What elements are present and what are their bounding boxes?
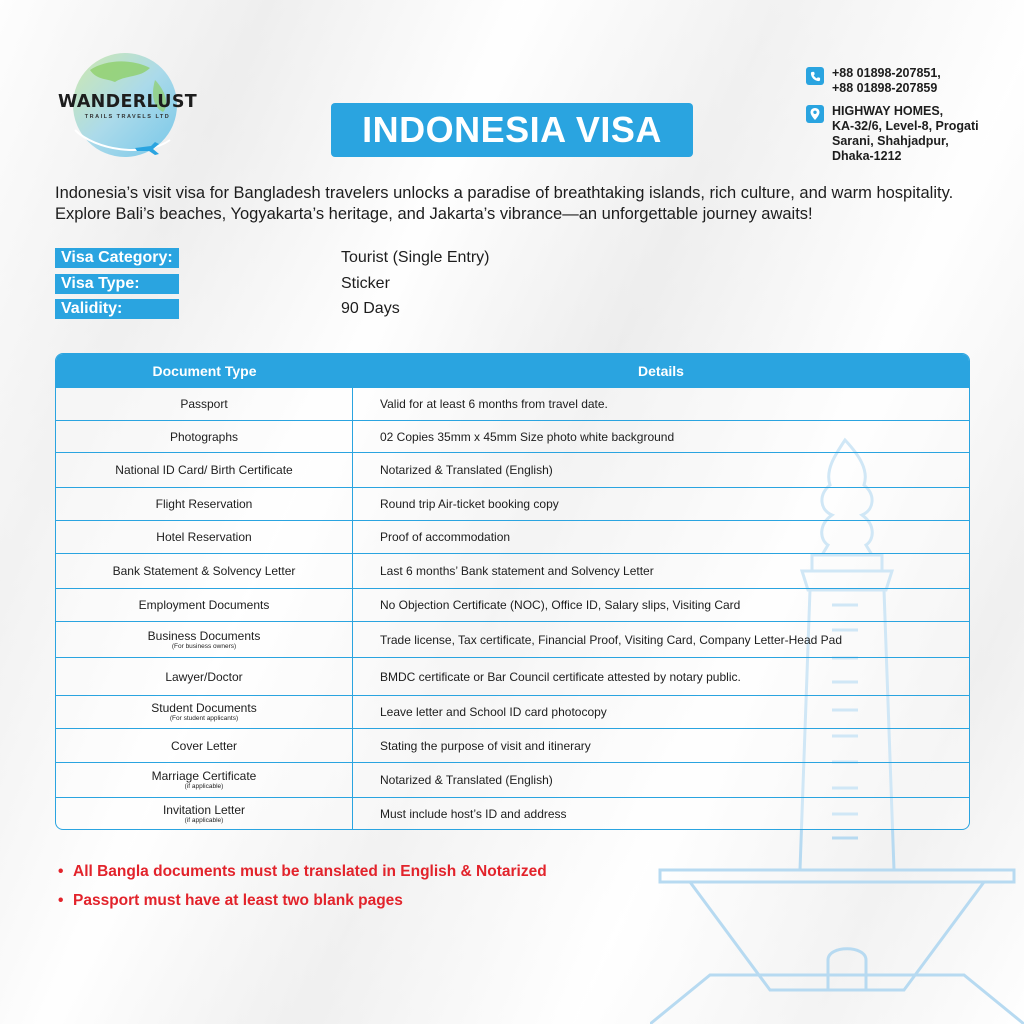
document-type-cell xyxy=(56,388,353,420)
document-type-text: Invitation Letter xyxy=(162,802,246,817)
note-item xyxy=(58,891,547,911)
details-cell: No Objection Certificate (NOC), Office ID, Salary slips, Visiting Card xyxy=(380,598,741,612)
note-text: Passport must have at least two blank pages xyxy=(73,892,403,909)
address-row xyxy=(806,104,1016,164)
phone-numbers xyxy=(832,66,941,96)
document-type-text: Business Documents xyxy=(147,628,261,643)
documents-table xyxy=(55,353,970,830)
document-type-text: National ID Card/ Birth Certificate xyxy=(115,463,293,477)
table-header xyxy=(56,354,969,387)
table-row xyxy=(56,588,969,621)
document-type-note: (if applicable) xyxy=(184,783,224,790)
table-row xyxy=(56,762,969,797)
document-type-text: Cover Letter xyxy=(170,738,238,753)
table-row xyxy=(56,452,969,487)
document-type-note: (For student applicants) xyxy=(169,715,239,722)
note-text: All Bangla documents must be translated in English & Notarized xyxy=(73,863,547,880)
validity-row xyxy=(55,299,655,319)
table-row xyxy=(56,520,969,553)
contact-block xyxy=(806,66,1016,172)
details-cell: 02 Copies 35mm x 45mm Size photo white background xyxy=(380,429,675,444)
phone-number-2: +88 01898-207859 xyxy=(832,81,938,95)
location-pin-icon xyxy=(806,105,824,123)
details-cell: Round trip Air-ticket booking copy xyxy=(380,497,559,511)
visa-category-row xyxy=(55,248,655,268)
details-cell: Trade license, Tax certificate, Financial Proof, Visiting Card, Company Letter-Head Pad xyxy=(380,632,842,647)
visa-type-value: Sticker xyxy=(341,275,390,292)
document-type-note: (if applicable) xyxy=(184,816,224,824)
details-cell: Valid for at least 6 months from travel date. xyxy=(380,397,608,411)
document-type-cell xyxy=(56,658,353,695)
address-line-4: Dhaka-1212 xyxy=(832,149,902,163)
visa-category-value: Tourist (Single Entry) xyxy=(341,249,490,266)
table-row xyxy=(56,621,969,657)
phone-icon xyxy=(806,67,824,85)
document-type-text: Student Documents xyxy=(151,701,257,715)
table-row xyxy=(56,728,969,762)
document-type-cell xyxy=(56,421,353,452)
table-row xyxy=(56,487,969,520)
document-type-cell xyxy=(56,696,353,728)
details-cell: Notarized & Translated (English) xyxy=(380,773,553,787)
header-details: Details xyxy=(638,362,684,379)
company-logo xyxy=(55,50,200,165)
document-type-cell xyxy=(56,521,353,553)
document-type-note: (For business owners) xyxy=(171,642,237,650)
table-row xyxy=(56,657,969,695)
document-type-cell xyxy=(56,453,353,487)
header-document-type: Document Type xyxy=(152,362,257,379)
phone-number-1: +88 01898-207851, xyxy=(832,66,941,80)
address-line-2: KA-32/6, Level-8, Progati xyxy=(832,119,979,133)
note-item xyxy=(58,862,547,882)
validity-label: Validity: xyxy=(55,299,179,319)
logo-wordmark: WANDERLUST xyxy=(58,92,197,112)
visa-type-row xyxy=(55,274,655,294)
document-type-cell xyxy=(56,729,353,762)
visa-type-label: Visa Type: xyxy=(55,274,179,294)
document-type-text: Bank Statement & Solvency Letter xyxy=(112,564,296,578)
details-cell: BMDC certificate or Bar Council certificate attested by notary public. xyxy=(380,669,741,684)
document-type-text: Photographs xyxy=(169,429,239,444)
document-type-text: Lawyer/Doctor xyxy=(165,669,243,684)
table-row xyxy=(56,553,969,588)
table-row xyxy=(56,387,969,420)
document-type-text: Employment Documents xyxy=(138,598,270,612)
details-cell: Proof of accommodation xyxy=(380,530,511,544)
document-type-cell xyxy=(56,488,353,520)
visa-category-label: Visa Category: xyxy=(55,248,179,268)
document-type-text: Marriage Certificate xyxy=(151,769,257,783)
phone-row xyxy=(806,66,1016,96)
document-type-cell xyxy=(56,798,353,829)
document-type-cell xyxy=(56,763,353,797)
table-row xyxy=(56,797,969,829)
document-type-cell xyxy=(56,554,353,588)
details-cell: Leave letter and School ID card photocopy xyxy=(380,705,607,719)
details-cell: Notarized & Translated (English) xyxy=(380,463,553,477)
details-cell: Must include host’s ID and address xyxy=(380,806,567,821)
bullet-icon: • xyxy=(58,892,64,909)
document-type-text: Flight Reservation xyxy=(155,497,253,511)
table-row xyxy=(56,420,969,452)
bullet-icon: • xyxy=(58,863,64,880)
details-cell: Last 6 months’ Bank statement and Solvency Letter xyxy=(380,564,654,578)
intro-paragraph: Indonesia’s visit visa for Bangladesh travelers unlocks a paradise of breathtaking islands, rich culture, and warm hospitality. Explore Bali’s beaches, Yogyakarta’s heritage, and Jakarta’s vibrance—an unforgettable journey awaits! xyxy=(55,184,954,223)
document-type-text: Hotel Reservation xyxy=(156,530,252,544)
address xyxy=(832,104,979,164)
important-notes xyxy=(58,862,547,920)
address-line-1: HIGHWAY HOMES, xyxy=(832,104,944,118)
logo-subtitle: TRAILS TRAVELS LTD xyxy=(84,114,171,120)
page-title: INDONESIA VISA xyxy=(331,103,693,157)
table-body xyxy=(56,387,969,829)
document-type-text: Passport xyxy=(180,397,228,411)
address-line-3: Sarani, Shahjadpur, xyxy=(832,134,949,148)
document-type-cell xyxy=(56,589,353,621)
document-type-cell xyxy=(56,622,353,657)
validity-value: 90 Days xyxy=(341,300,400,317)
details-cell: Stating the purpose of visit and itinerary xyxy=(380,738,591,753)
table-row xyxy=(56,695,969,728)
